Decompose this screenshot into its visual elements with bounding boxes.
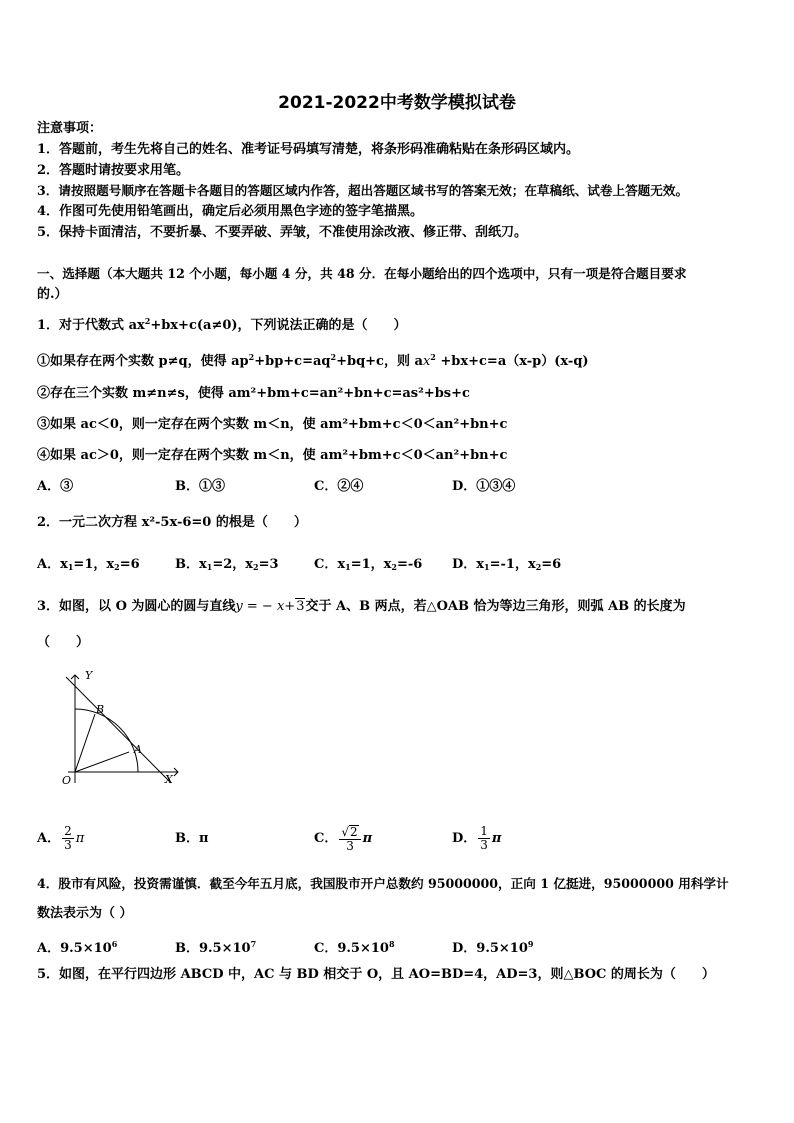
q2-option-a: A．$x_1=1$，$x_2=6$	[37, 557, 140, 572]
q1-statement-3: ③如果 ac＜0，则一定存在两个实数 m＜n，使 am²+bm+c＜0＜an²+bn+c	[37, 417, 508, 432]
notice-item-3: 3．请按照题号顺序在答题卡各题目的答题区域内作答，超出答题区域书写的答案无效；在草稿纸、试卷上答题无效。	[37, 183, 689, 198]
figure-label-y: Y	[85, 669, 93, 682]
q1-stem: 1．对于代数式 $ax^2+bx+c(a\ne 0)$，下列说法正确的是（ ）	[37, 316, 407, 333]
q2-option-d: D．$x_1=-1$，$x_2=6$	[452, 557, 562, 572]
q1-statement-2: ②存在三个实数 m≠n≠s，使得 am²+bm+c=an²+bn+c=as²+bs+c	[37, 386, 470, 401]
figure-label-b: B	[96, 703, 105, 716]
q5-stem: 5．如图，在平行四边形 ABCD 中，AC 与 BD 相交于 O，且 AO=BD=4，AD=3，则△BOC 的周长为（ ）	[37, 967, 715, 982]
q3-option-b: B．π	[175, 831, 209, 846]
q2-option-b: B．$x_1=2$，$x_2=3$	[175, 557, 279, 572]
notice-item-1: 1．答题前，考生先将自己的姓名、准考证号码填写清楚，将条形码准确粘贴在条形码区域内。	[37, 142, 580, 157]
q3-figure	[58, 665, 183, 790]
q4-stem-line1: 4．股市有风险，投资需谨慎．截至今年五月底，我国股市开户总数约 95000000，正向 1 亿挺进，95000000 用科学计	[37, 876, 729, 891]
q4-option-d: D．$9.5\times 10^9$	[452, 939, 534, 956]
q3-stem: 3．如图，以 O 为圆心的圆与直线y = − x+3交于 A、B 两点，若△OAB 恰为等边三角形，则弧 AB 的长度为	[37, 599, 686, 614]
q3-option-c: C． $\frac{√2}{3}$ π	[314, 824, 373, 853]
q1-option-b: B．①③	[175, 479, 225, 494]
notice-item-4: 4．作图可先使用铅笔画出，确定后必须用黑色字迹的签字笔描黑。	[37, 204, 424, 219]
q4-stem-line2: 数法表示为（ ）	[37, 906, 133, 921]
q1-option-a: A．③	[37, 479, 74, 494]
q1-option-d: D．①③④	[452, 479, 516, 494]
figure-label-o: O	[62, 774, 72, 787]
q1-option-c: C．②④	[314, 479, 364, 494]
q2-stem: 2．一元二次方程 x²-5x-6=0 的根是（ ）	[37, 515, 307, 530]
q4-option-a: A．$9.5\times 10^6$	[37, 939, 118, 956]
section-heading-line1: 一、选择题（本大题共 12 个小题，每小题 4 分，共 48 分．在每小题给出的四个选项中，只有一项是符合题目要求	[37, 266, 687, 281]
q3-option-d: D． $\frac{1}{3}$ π	[452, 824, 502, 852]
q3-option-a: A． $\frac{2}{3}$ π	[37, 824, 85, 852]
notice-item-5: 5．保持卡面清洁，不要折暴、不要弄破、弄皱，不准使用涂改液、修正带、刮纸刀。	[37, 225, 528, 240]
section-heading-line2: 的.）	[37, 287, 68, 302]
q4-option-b: B．$9.5\times 10^7$	[175, 939, 257, 956]
q1-statement-4: ④如果 ac＞0，则一定存在两个实数 m＜n，使 am²+bm+c＜0＜an²+bn+c	[37, 448, 508, 463]
q1-statement-1: ①如果存在两个实数 p≠q，使得 $ap^2+bp+c=aq^2+bq+c$，则 $ax^2 +bx+c=a(x-p)(x-q)$	[37, 352, 589, 369]
figure-label-a: A	[134, 743, 142, 756]
notice-heading: 注意事项：	[37, 121, 103, 136]
figure-label-x: X	[165, 773, 173, 786]
q3-stem-paren: （ ）	[37, 635, 90, 650]
q2-option-c: C．$x_1=1$，$x_2=-6$	[314, 557, 423, 572]
q4-option-c: C．$9.5\times 10^8$	[314, 939, 395, 956]
page-title: 2021-2022中考数学模拟试卷	[278, 93, 516, 113]
notice-item-2: 2．答题时请按要求用笔。	[37, 163, 190, 178]
